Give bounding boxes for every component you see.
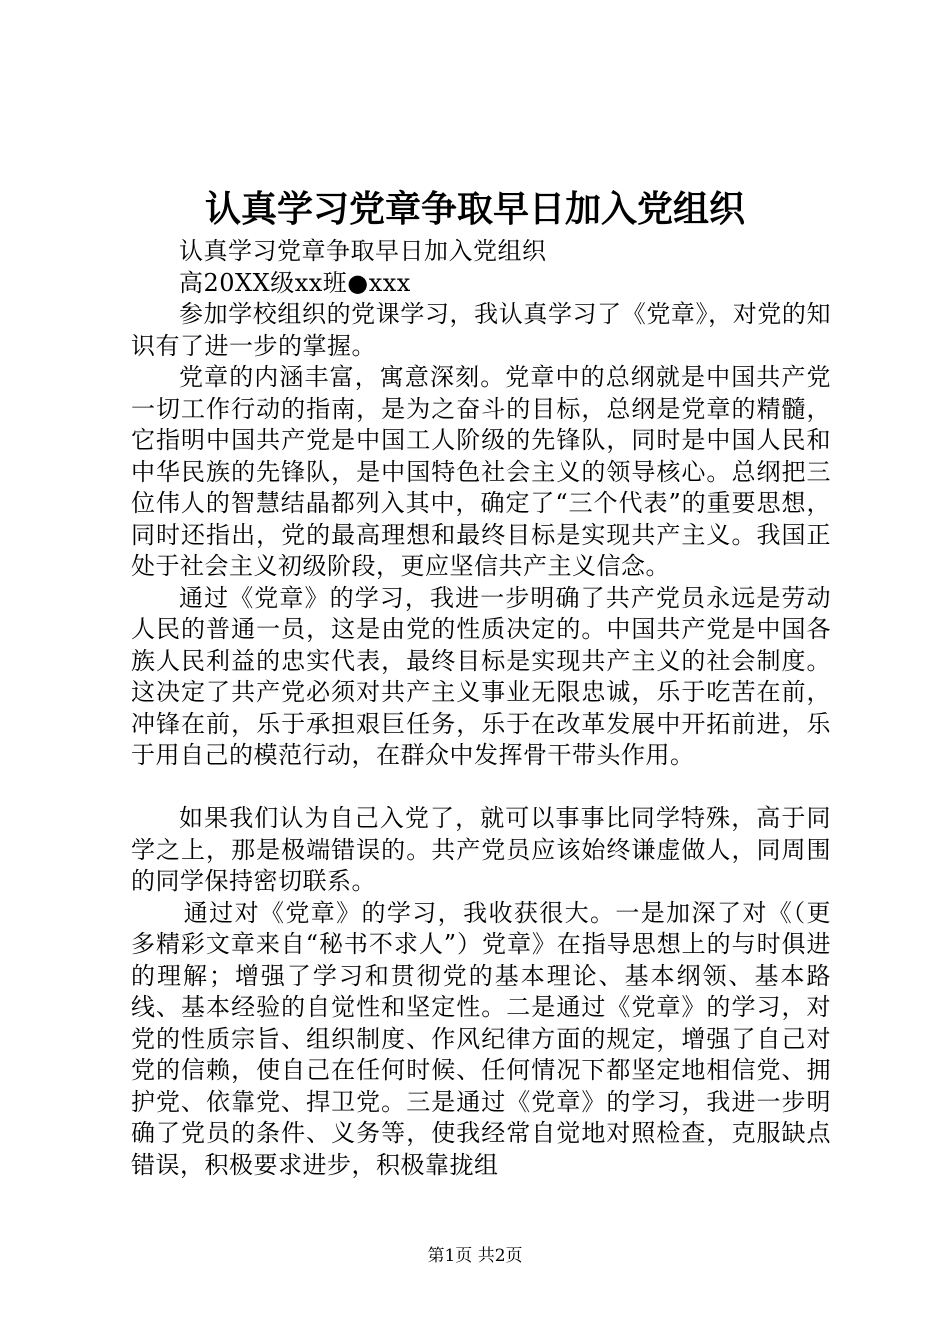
body-paragraph: 通过对《党章》的学习，我收获很大。一是加深了对《（更多精彩文章来自“秘书不求人”）党章》在指导思想上的与时俱进的理解；增强了学习和贯彻党的基本理论、基本纲领、基本路线、基本经验的自觉性和坚定性。二是通过《党章》的学习，对党的性质宗旨、组织制度、作风纪律方面的规定，增强了自己对党的信赖，使自己在任何时候、任何情况下都坚定地相信党、拥护党、依靠党、捍卫党。三是通过《党章》的学习，我进一步明确了党员的条件、义务等，使我经常自觉地对照检查，克服缺点错误，积极要求进步，积极靠拢组: [131, 898, 831, 1179]
body-paragraph: 参加学校组织的党课学习，我认真学习了《党章》，对党的知识有了进一步的掌握。: [131, 300, 831, 360]
author-line: 高20XX级xx班●xxx: [179, 268, 411, 297]
body-paragraph: 如果我们认为自己入党了，就可以事事比同学特殊，高于同学之上，那是极端错误的。共产党员应该始终谦虚做人，同周围的同学保持密切联系。: [131, 804, 831, 895]
subtitle-paragraph: 认真学习党章争取早日加入党组织: [179, 237, 547, 265]
body-paragraph: 通过《党章》的学习，我进一步明确了共产党员永远是劳动人民的普通一员，这是由党的性质决定的。中国共产党是中国各族人民利益的忠实代表，最终目标是实现共产主义的社会制度。这决定了共产党必须对共产主义事业无限忠诚，乐于吃苦在前，冲锋在前，乐于承担艰巨任务，乐于在改革发展中开拓前进，乐于用自己的模范行动，在群众中发挥骨干带头作用。: [131, 583, 831, 769]
blank-line: [131, 772, 831, 804]
document-title: 认真学习党章争取早日加入党组织: [204, 188, 745, 230]
page-number-footer: 第1页 共2页: [427, 1246, 523, 1266]
document-body: [131, 236, 831, 1181]
body-paragraph: 党章的内涵丰富，寓意深刻。党章中的总纲就是中国共产党一切工作行动的指南，是为之奋斗的目标，总纲是党章的精髓，它指明中国共产党是中国工人阶级的先锋队，同时是中国人民和中华民族的先锋队，是中国特色社会主义的领导核心。总纲把三位伟人的智慧结晶都列入其中，确定了“三个代表”的重要思想，同时还指出，党的最高理想和最终目标是实现共产主义。我国正处于社会主义初级阶段，更应坚信共产主义信念。: [131, 363, 831, 580]
